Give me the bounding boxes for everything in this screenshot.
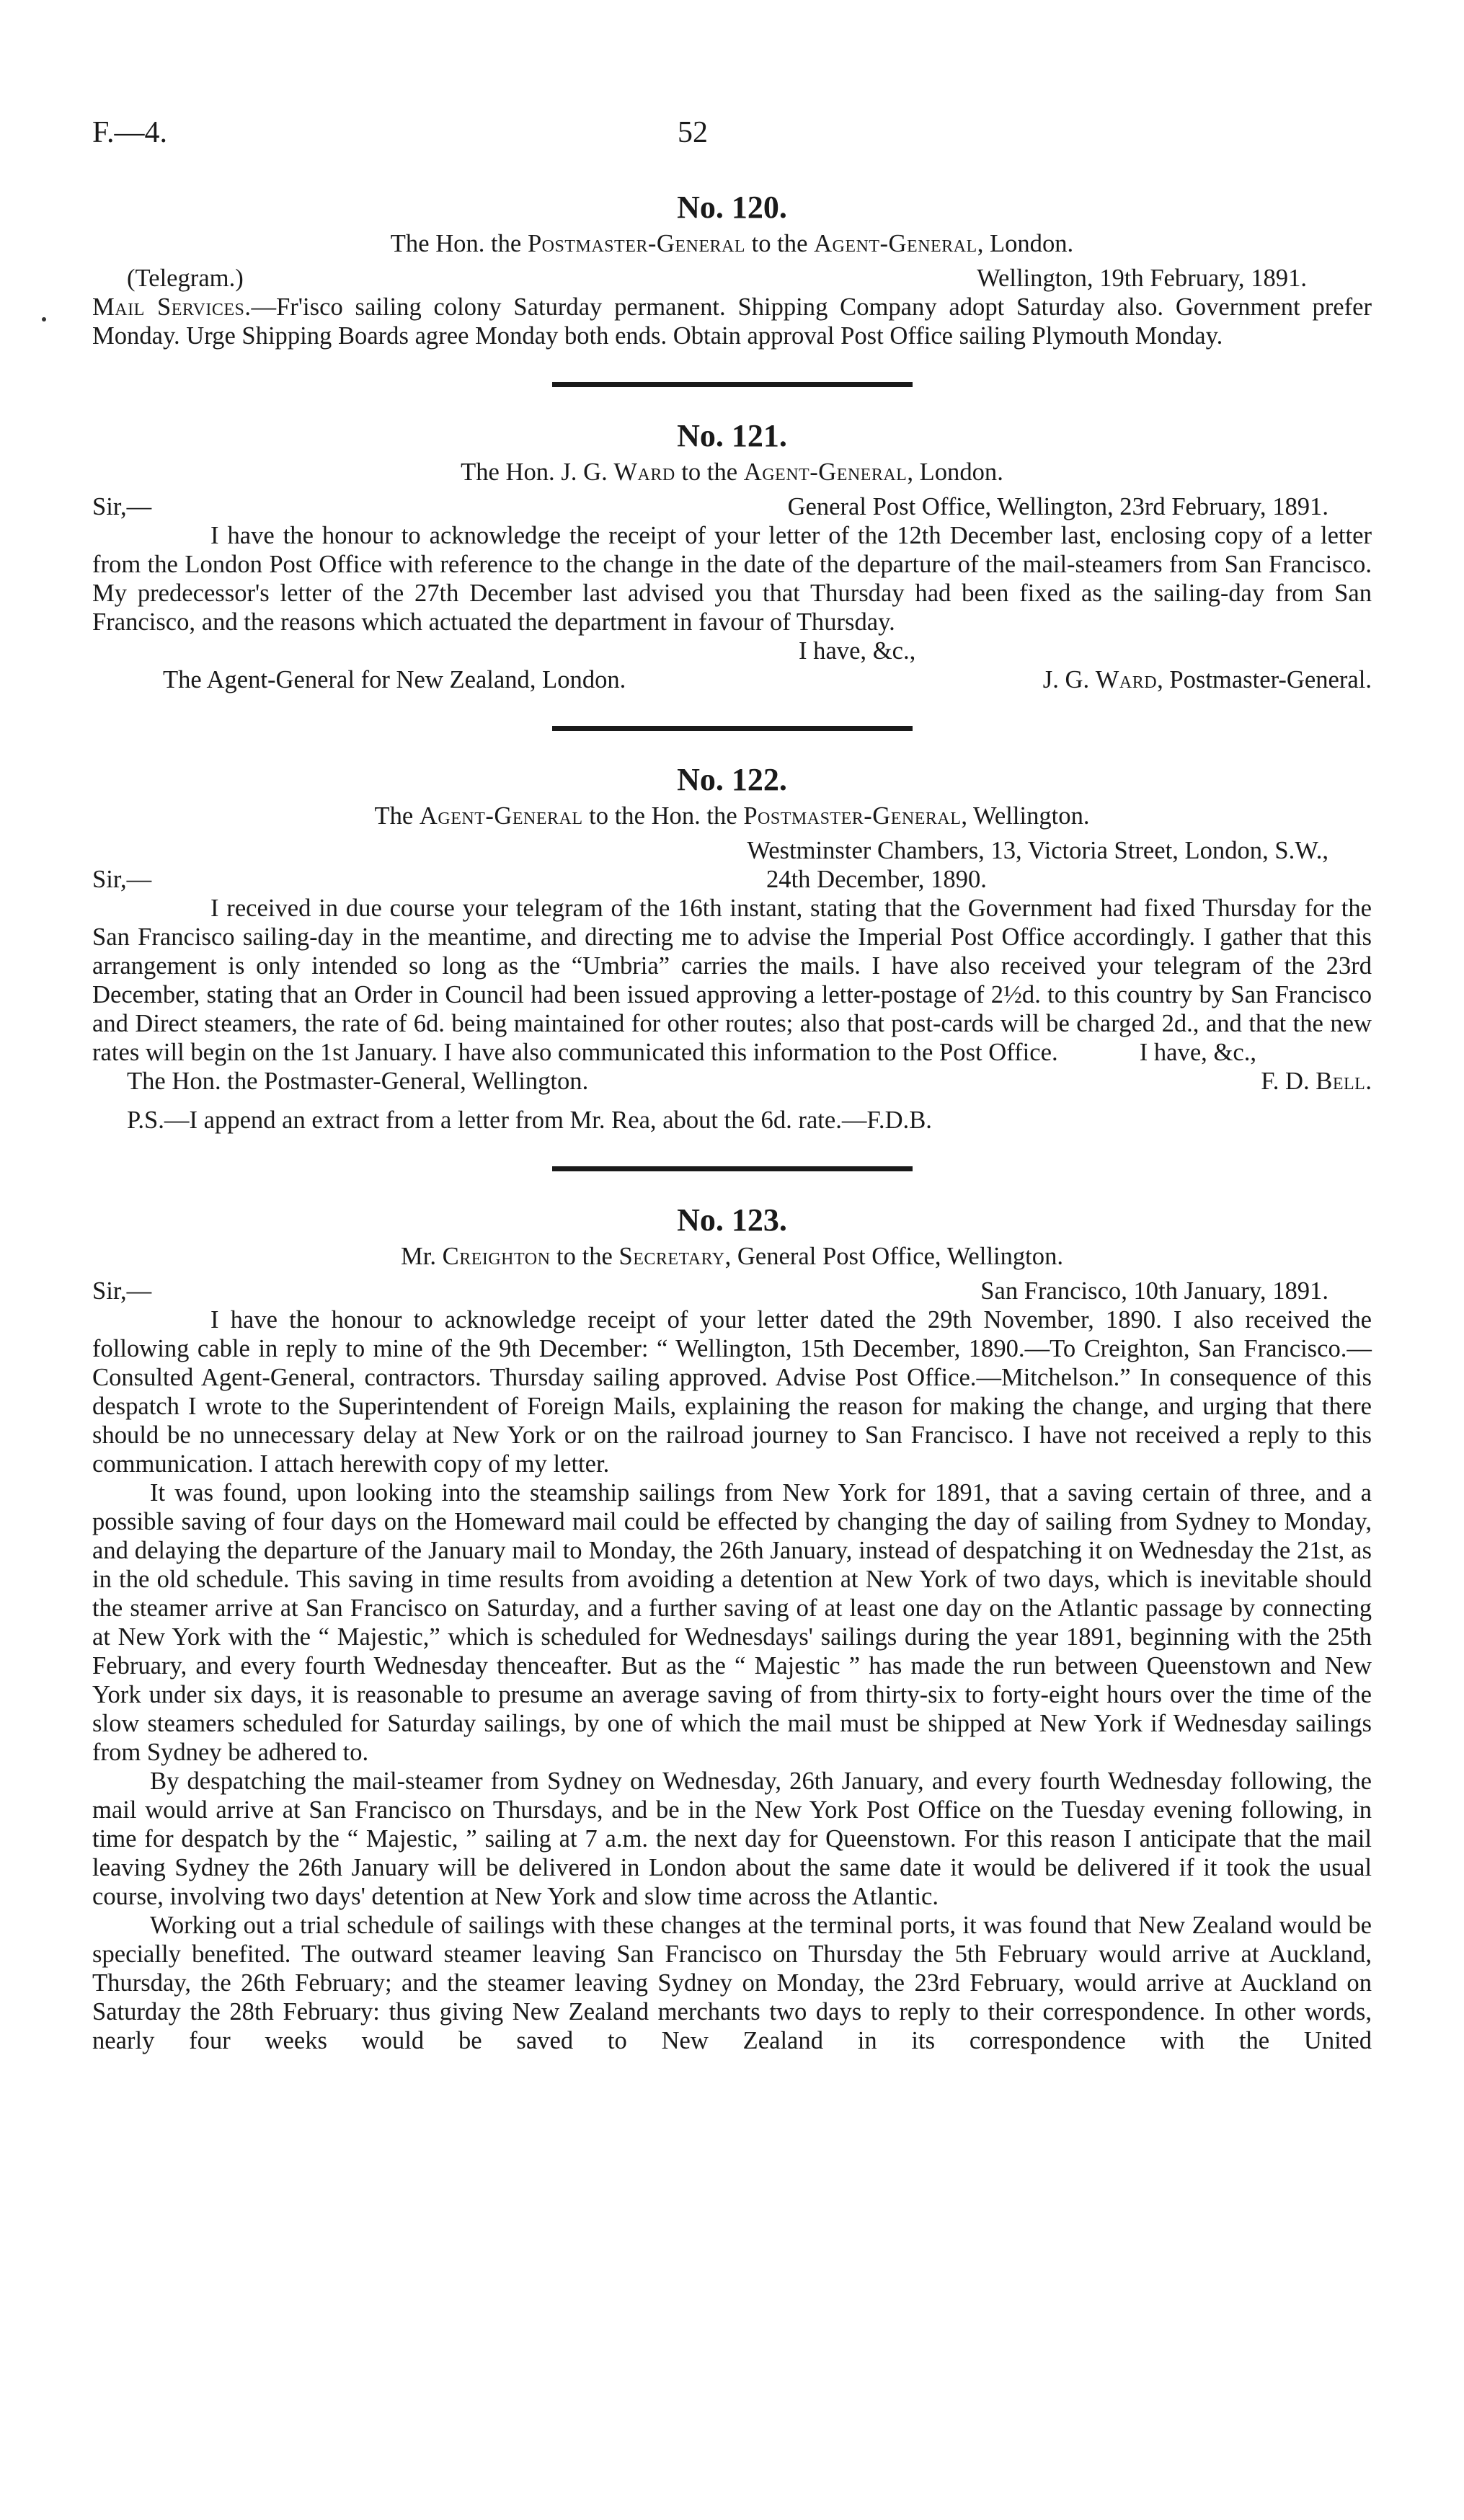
recipient: Agent-General (814, 230, 977, 257)
salutation: Sir,— (92, 1277, 152, 1305)
salutation: Sir,— (92, 866, 152, 893)
address-row (92, 836, 1372, 865)
addressee: The Hon. the Postmaster-General, Wellington. (127, 1068, 589, 1095)
salutation: Sir,— (92, 493, 152, 520)
addressee: The Agent-General for New Zealand, London. (163, 666, 626, 693)
sender-address: Westminster Chambers, 13, Victoria Street, London, S.W., (747, 837, 1328, 864)
page-number: 52 (678, 116, 708, 149)
letter-route: Mr. Creighton to the Secretary, General Post Office, Wellington. (400, 1243, 1064, 1270)
letter-121 (92, 417, 1372, 694)
letter-body: I received in due course your telegram of the 16th instant, stating that the Government had fixed Thursday for the San Francisco sailing-day in the meantime, and directing me to advise the Imperial Post Office accordingly. I gather that this arrangement is only intended so long as the “Umbria” carries the mails. I have also received your telegram of the 23rd December, stating that an Order in Council had been issued approving a letter-postage of 2½d. to this country by San Francisco and Direct steamers, the rate of 6d. being maintained for other routes; also that post-cards will be charged 2d., and that the new rates will begin on the 1st January. I have also communicated this information to the Post Office. (92, 895, 1372, 1066)
letter-number: No. 121. (677, 418, 787, 453)
closing-row (92, 636, 1372, 665)
sender: Postmaster-General (527, 230, 745, 257)
letter-route: The Agent-General to the Hon. the Postmaster-General, Wellington. (374, 802, 1090, 830)
letter-paragraph: By despatching the mail-steamer from Sydney on Wednesday, 26th January, and every fourth Wednesday following, the mail would arrive at San Francisco on Thursdays, and be in the New York Post Office on the Tuesday evening following, in time for despatch by the “ Majestic, ” sailing at 7 a.m. the next day for Queenstown. For this reason I anticipate that the mail leaving Sydney the 26th January will be delivered in London about the same date it would be delivered if it took the usual course, involving two days' detention at New York and slow time across the Atlantic. (92, 1767, 1372, 1910)
letter-heading-row (92, 1277, 1372, 1305)
letter-number: No. 120. (677, 190, 787, 225)
letter-heading-row (92, 492, 1372, 521)
postscript: P.S.—I append an extract from a letter from Mr. Rea, about the 6d. rate.—F.D.B. (127, 1106, 932, 1134)
letter-heading-row (92, 264, 1372, 293)
body-lead: Mail Services. (92, 293, 252, 321)
letter-route: The Hon. J. G. Ward to the Agent-General, London. (461, 458, 1003, 486)
letter-body: Mail Services.—Fr'isco sailing colony Saturday permanent. Shipping Company adopt Saturday also. Government prefer Monday. Urge Shipping Boards agree Monday both ends. Obtain approval Post Office sailing Plymouth Monday. (92, 293, 1372, 350)
page-header (92, 115, 1372, 159)
signature: F. D. Bell. (1261, 1068, 1372, 1095)
signature: J. G. Ward, Postmaster-General. (1042, 666, 1372, 693)
letter-paragraph: It was found, upon looking into the steamship sailings from New York for 1891, that a saving certain of three, and a possible saving of four days on the Homeward mail could be effected by changing the day of sailing from Sydney to Monday, and delaying the departure of the January mail to Monday, the 26th January, instead of despatching it on Wednesday the 21st, as in the old schedule. This saving in time results from avoiding a detention at New York of two days, which is inevitable should the steamer arrive at San Francisco on Saturday, and a further saving of at least one day on the Atlantic passage by connecting at New York with the “ Majestic,” which is scheduled for Wednesdays' sailings during the year 1891, beginning with the 25th February, and every fourth Wednesday thenceafter. But as the “ Majestic ” has made the run between Queenstown and New York under six days, it is reasonable to presume an average saving of from thirty-six to forty-eight hours over the time of the slow steamers scheduled for Saturday sailings, by one of which the mail must be shipped at New York if Wednesday sailings from Sydney be adhered to. (92, 1479, 1372, 1766)
section-divider (552, 1166, 913, 1171)
page-content (92, 189, 1372, 2055)
type-label: (Telegram.) (127, 265, 244, 292)
document-reference: F.—4. (92, 116, 167, 149)
letter-body: I have the honour to acknowledge the receipt of your letter of the 12th December last, enclosing copy of a letter from the London Post Office with reference to the change in the date of the departure of the mail-steamers from San Francisco. My predecessor's letter of the 27th December last advised you that Thursday had been fixed as the sailing-day from San Francisco, and the reasons which actuated the department in favour of Thursday. (92, 522, 1372, 636)
letter-123 (92, 1202, 1372, 2055)
section-divider (552, 382, 913, 387)
place-date: Wellington, 19th February, 1891. (977, 265, 1307, 292)
recipient: Agent-General (743, 458, 908, 486)
letter-paragraph: Working out a trial schedule of sailings with these changes at the terminal ports, it was found that New Zealand would be specially benefited. The outward steamer leaving San Francisco on Thursday the 5th February would arrive at Auckland, Thursday, the 26th February; and the steamer leaving Sydney on Monday, the 23rd February, would arrive at Auckland on Saturday the 28th February: thus giving New Zealand merchants two days to reply to their correspondence. In other words, nearly four weeks would be saved to New Zealand in its correspondence with the United (92, 1912, 1372, 2054)
letter-number: No. 122. (677, 762, 787, 797)
place-date: San Francisco, 10th January, 1891. (980, 1277, 1328, 1305)
sender: Ward (613, 458, 675, 486)
section-divider (552, 726, 913, 731)
recipient: Secretary (618, 1243, 725, 1270)
signature-row (92, 1067, 1372, 1096)
recipient: Postmaster-General (743, 802, 962, 830)
sender: Creighton (442, 1243, 551, 1270)
margin-mark (42, 317, 46, 321)
closing: I have, &c., (1139, 1039, 1256, 1066)
letter-date: 24th December, 1890. (766, 866, 987, 893)
letter-paragraph: I have the honour to acknowledge receipt of your letter dated the 29th November, 1890. I also received the following cable in reply to mine of the 9th December: “ Wellington, 15th December, 1890.—To Creighton, San Francisco.—Consulted Agent-General, contractors. Thursday sailing approved. Advise Post Office.—Mitchelson.” In consequence of this despatch I wrote to the Superintendent of Foreign Mails, explaining the reason for making the change, and urging that there should be no unnecessary delay at New York or on the railroad journey to San Francisco. I have not received a reply to this communication. I attach herewith copy of my letter. (92, 1306, 1372, 1478)
closing-row (92, 1038, 1372, 1067)
closing: I have, &c., (799, 637, 916, 665)
signature-row (92, 665, 1372, 694)
letter-route: The Hon. the Postmaster-General to the Agent-General, London. (390, 230, 1074, 257)
letter-122 (92, 761, 1372, 1135)
letter-heading-row (92, 865, 1372, 894)
sender: Agent-General (419, 802, 583, 830)
letter-120 (92, 189, 1372, 350)
place-date: General Post Office, Wellington, 23rd February, 1891. (787, 493, 1328, 520)
letter-number: No. 123. (677, 1202, 787, 1238)
